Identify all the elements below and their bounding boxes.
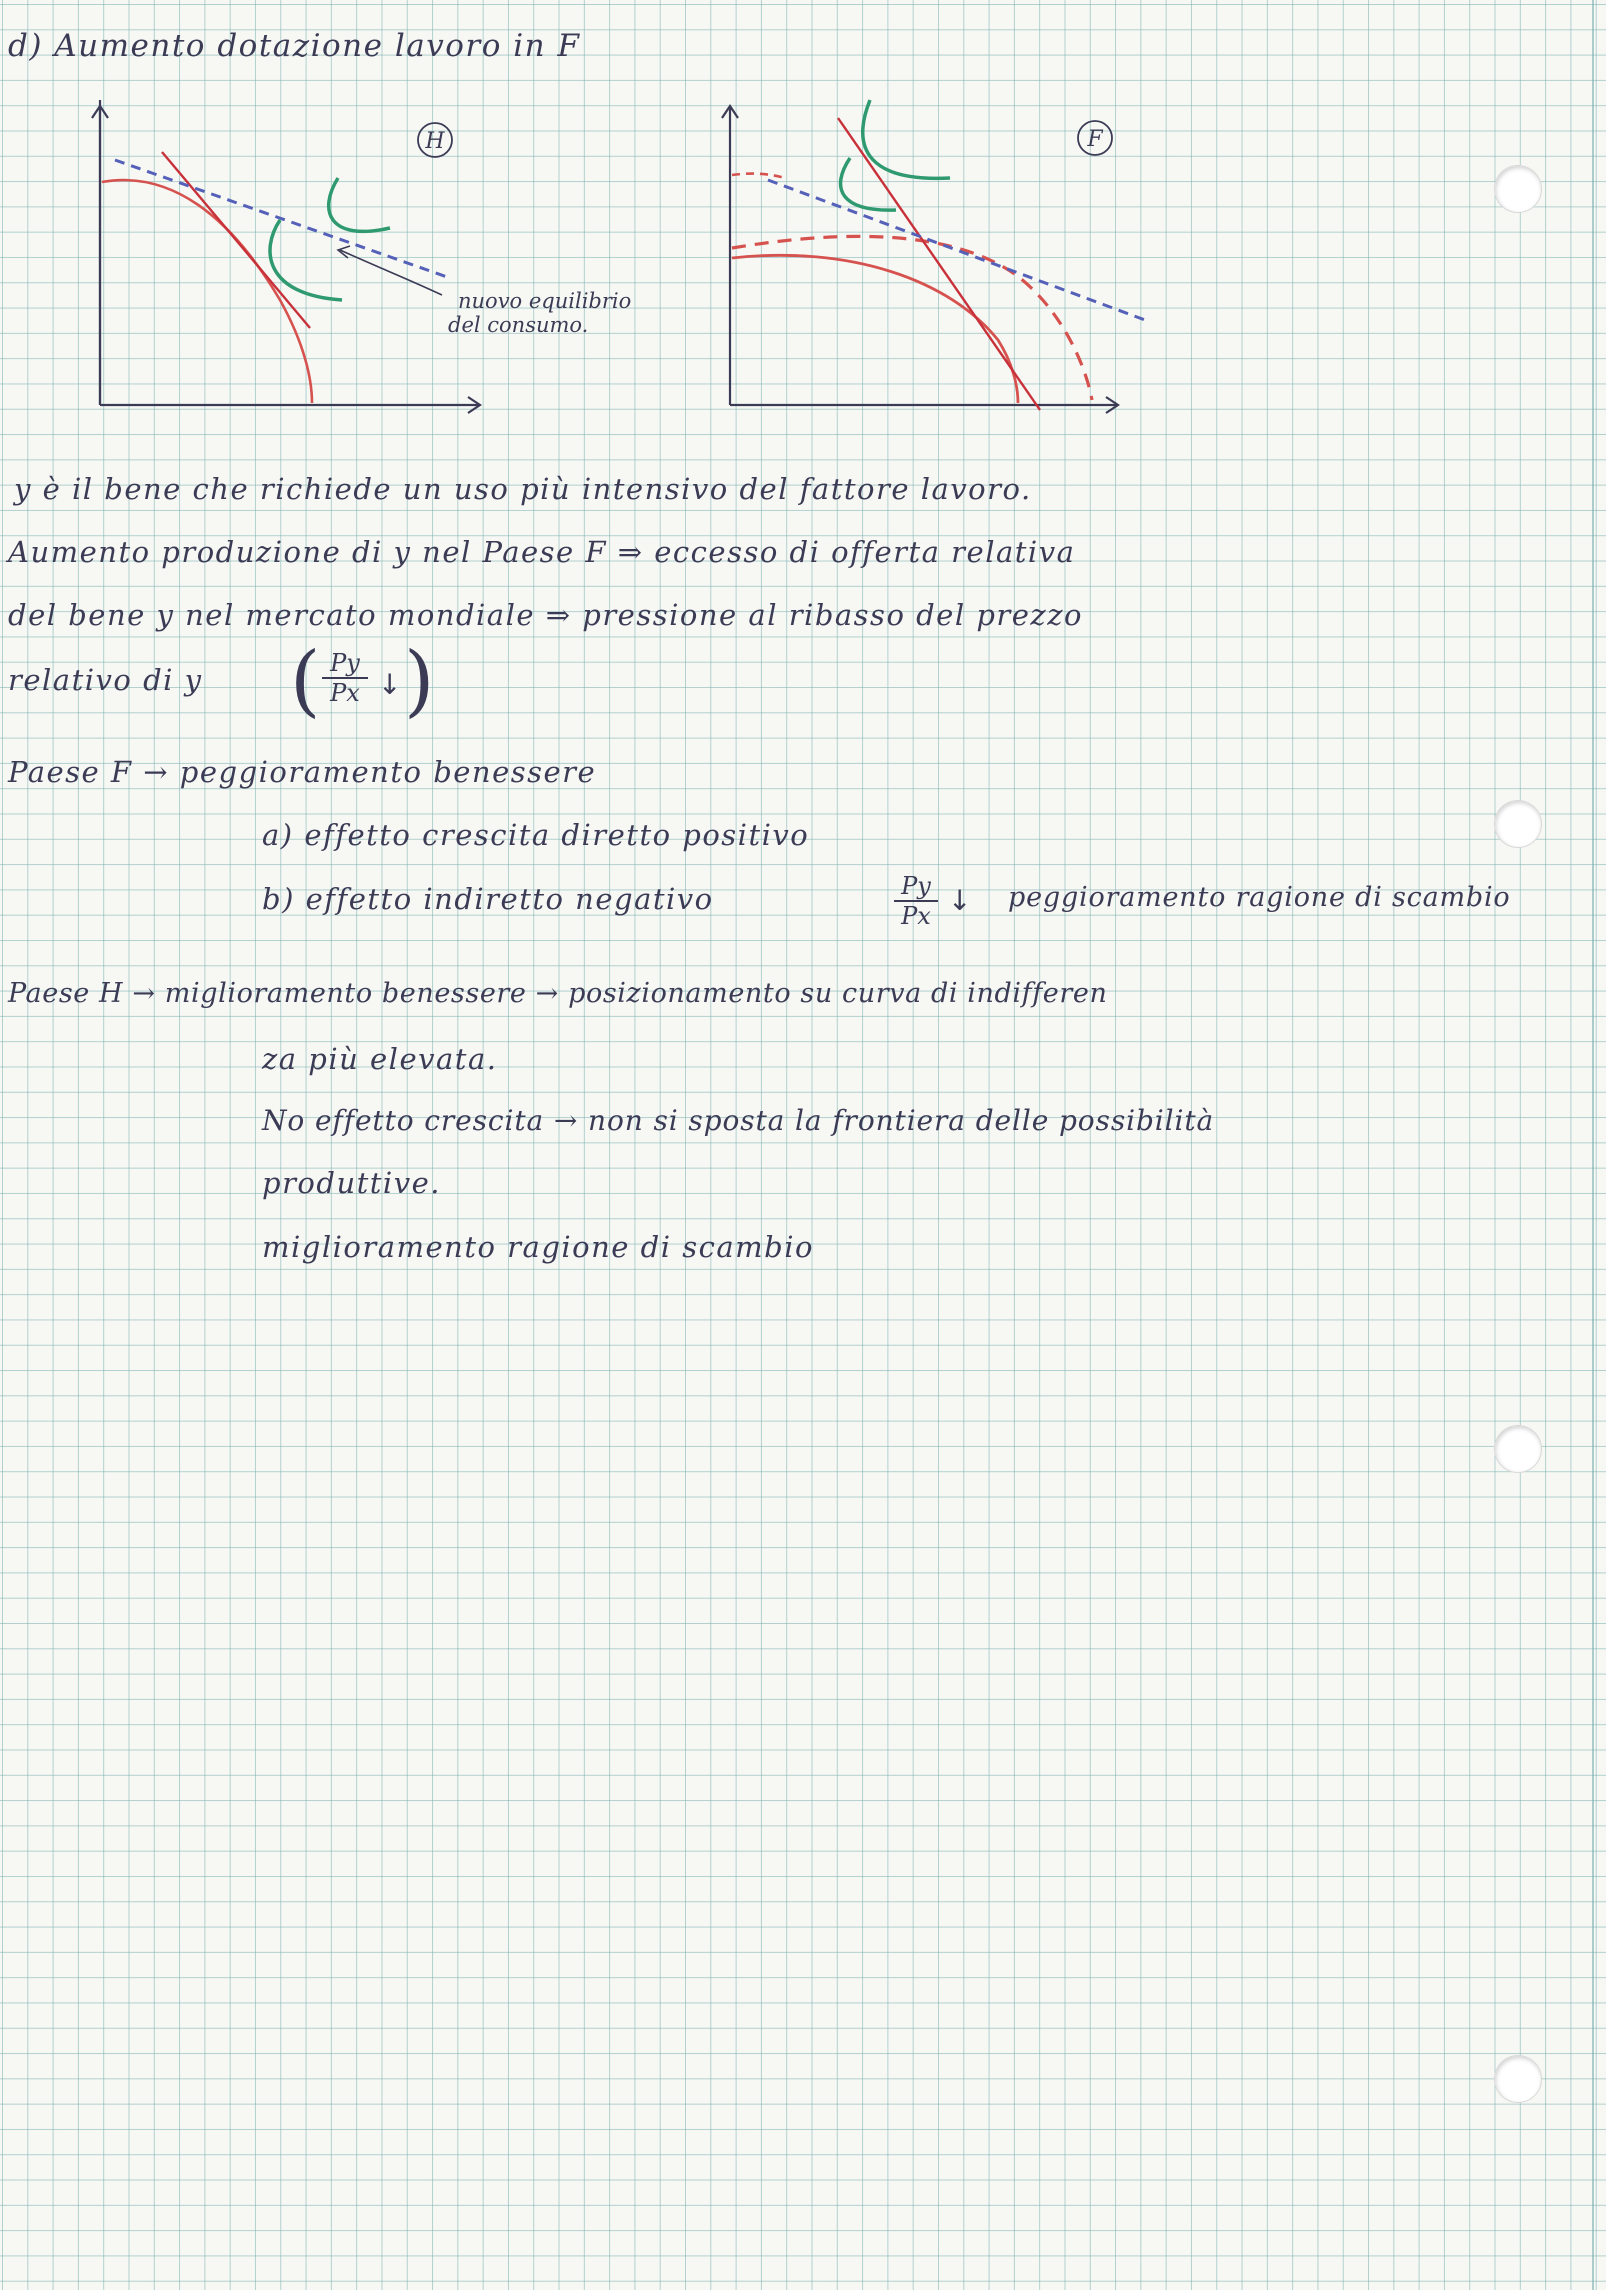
graph-h-annotation-line2: del consumo. bbox=[448, 313, 589, 337]
graph-h-price-line bbox=[162, 152, 310, 328]
paese-f-heading: Paese F → peggioramento benessere bbox=[8, 755, 597, 789]
graph-f-ppf-curve bbox=[732, 255, 1018, 403]
graph-f-indifference-curve bbox=[841, 158, 896, 210]
graph-h-indifference-curve bbox=[270, 220, 342, 300]
price-down-arrow: ↓ bbox=[378, 668, 402, 701]
punch-hole bbox=[1494, 1425, 1542, 1473]
paese-h-no-effect: No effetto crescita → non si sposta la frontiera delle possibilità bbox=[262, 1104, 1215, 1137]
punch-hole bbox=[1494, 165, 1542, 213]
price-ratio-fraction: Py Px bbox=[322, 650, 368, 706]
punch-hole bbox=[1494, 800, 1542, 848]
graph-h-label: H bbox=[425, 129, 445, 154]
fraction-close-paren: ) bbox=[404, 636, 435, 726]
paragraph-line-3: del bene y nel mercato mondiale ⇒ pressione al ribasso del prezzo bbox=[8, 598, 1083, 632]
graph-f-label: F bbox=[1087, 127, 1103, 152]
graph-h-new-price-line bbox=[115, 160, 450, 278]
graph-f-new-ppf-curve bbox=[732, 236, 1092, 400]
graph-h-annotation-line1: nuovo equilibrio bbox=[458, 289, 632, 313]
graph-f bbox=[700, 100, 1170, 420]
page-margin-line bbox=[1592, 0, 1594, 2290]
paese-h-no-effect-cont: produttive. bbox=[262, 1166, 441, 1200]
paese-f-price-ratio: Py Px bbox=[894, 873, 938, 929]
graph-h-indifference-curve bbox=[329, 178, 390, 231]
paese-f-item-a: a) effetto crescita diretto positivo bbox=[262, 818, 810, 852]
paese-h-ragione: miglioramento ragione di scambio bbox=[262, 1230, 814, 1264]
paese-h-heading-cont: za più elevata. bbox=[262, 1042, 498, 1076]
paese-h-heading: Paese H → miglioramento benessere → posizionamento su curva di indifferen bbox=[8, 978, 1108, 1009]
paragraph-line-2: Aumento produzione di y nel Paese F ⇒ eccesso di offerta relativa bbox=[8, 535, 1076, 569]
section-heading: d) Aumento dotazione lavoro in F bbox=[8, 28, 581, 64]
paese-f-down-arrow: ↓ bbox=[948, 884, 972, 917]
paragraph-line-4: relativo di y bbox=[8, 663, 203, 697]
punch-hole bbox=[1494, 2055, 1542, 2103]
graph-f-indifference-curve bbox=[863, 100, 950, 178]
fraction-open-paren: ( bbox=[290, 636, 321, 726]
graph-f-new-price-line bbox=[768, 180, 1145, 320]
graph-h bbox=[80, 100, 632, 420]
paese-f-item-b-tail: peggioramento ragione di scambio bbox=[1008, 882, 1511, 913]
paragraph-line-1: y è il bene che richiede un uso più intensivo del fattore lavoro. bbox=[14, 472, 1032, 506]
paese-f-item-b: b) effetto indiretto negativo bbox=[262, 882, 714, 916]
